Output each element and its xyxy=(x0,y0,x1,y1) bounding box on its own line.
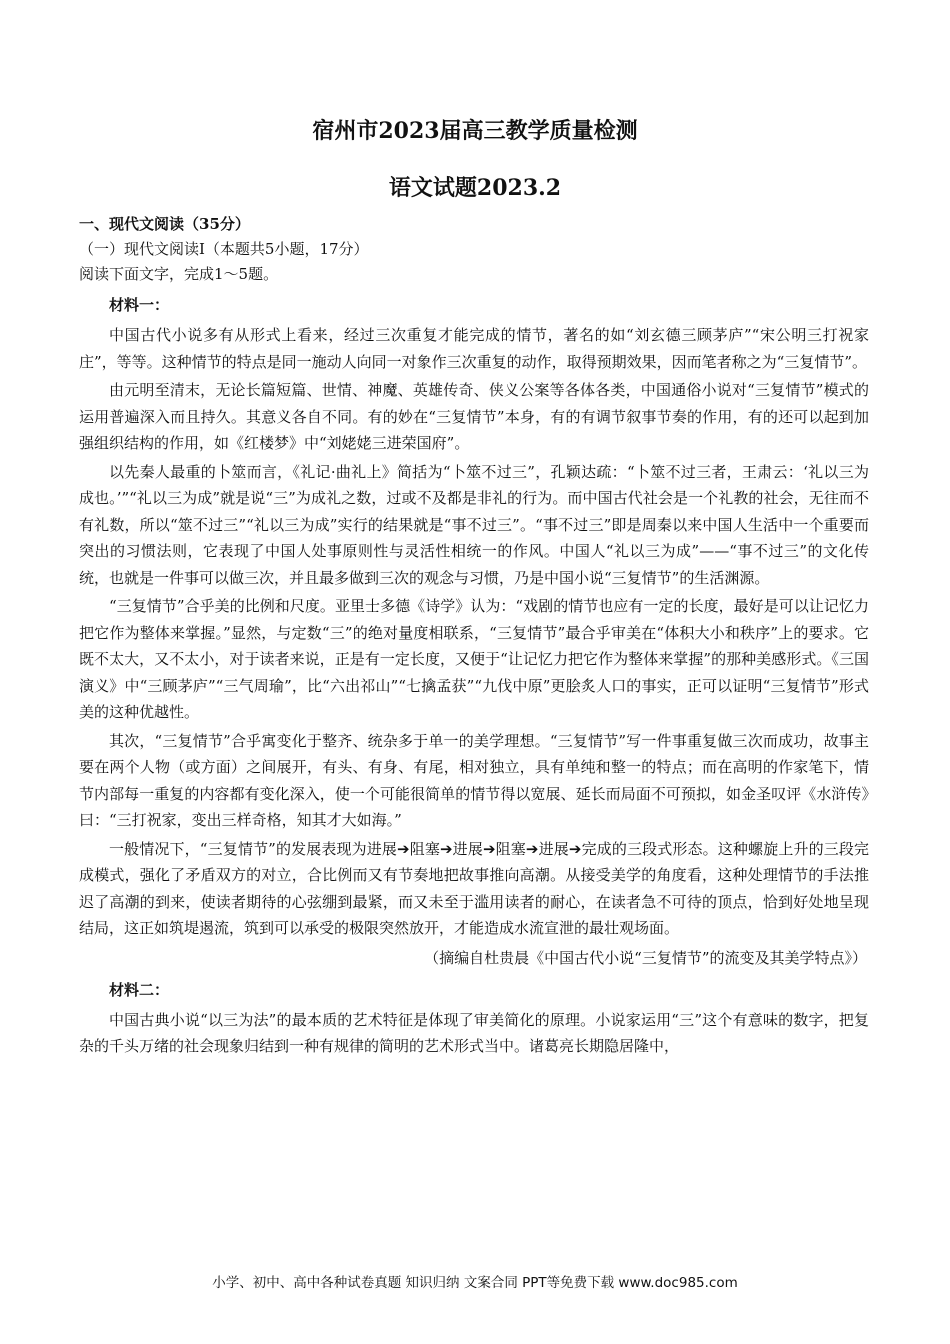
material-one-source: （摘编自杜贵晨《中国古代小说“三复情节”的流变及其美学特点》） xyxy=(424,948,867,967)
document-body xyxy=(79,212,869,1060)
exam-subtitle: 语文试题2023.2 xyxy=(388,175,562,201)
material-one-paragraph: 由元明至清末，无论长篇短篇、世情、神魔、英雄传奇、侠义公案等各体各类，中国通俗小说对“三复情节”模式的运用普遍深入而且持久。其意义各自不同。有的妙在“三复情节”本身，有的有调节叙事节奏的作用，有的还可以起到加强组织结构的作用，如《红楼梦》中“刘姥姥三进荣国府”。 xyxy=(79,381,869,452)
material-one-paragraph: 中国古代小说多有从形式上看来，经过三次重复才能完成的情节，著名的如“刘玄德三顾茅庐”“宋公明三打祝家庄”，等等。这种情节的特点是同一施动人向同一对象作三次重复的动作，取得预期效果，因而笔者称之为“三复情节”。 xyxy=(79,326,869,371)
material-one-paragraph: “三复情节”合乎美的比例和尺度。亚里士多德《诗学》认为：“戏剧的情节也应有一定的长度，最好是可以让记忆力把它作为整体来掌握。”显然，与定数“三”的绝对量度相联系，“三复情节”最合乎审美在“体积大小和秩序”上的要求。它既不太大，又不太小，对于读者来说，正是有一定长度，又便于“让记忆力把它作为整体来掌握”的那种美感形式。《三国演义》中“三顾茅庐”“三气周瑜”，比“六出祁山”“七擒孟获”“九伐中原”更脍炙人口的事实，正可以证明“三复情节”形式美的这种优越性。 xyxy=(79,597,869,721)
material-one-paragraph: 以先秦人最重的卜筮而言，《礼记·曲礼上》简括为“卜筮不过三”，孔颖达疏：“卜筮不过三者，王肃云：‘礼以三为成也。’”“礼以三为成”就是说“三”为成礼之数，过或不及都是非礼的行为。而中国古代社会是一个礼教的社会，无往而不有礼数，所以“筮不过三”“礼以三为成”实行的结果就是“事不过三”。“事不过三”即是周秦以来中国人生活中一个重要而突出的习惯法则，它表现了中国人处事原则性与灵活性相统一的作风。中国人“礼以三为成”——“事不过三”的文化传统，也就是一件事可以做三次，并且最多做到三次的观念与习惯，乃是中国小说“三复情节”的生活渊源。 xyxy=(79,462,869,587)
material-one-label: 材料一： xyxy=(109,296,170,314)
material-two-paragraph: 中国古典小说“以三为法”的最本质的艺术特征是体现了审美简化的原理。小说家运用“三”这个有意味的数字，把复杂的千头万绪的社会现象归结到一种有规律的简明的艺术形式当中。诸葛亮长期隐居隆中， xyxy=(79,1010,869,1055)
reading-instruction: 阅读下面文字，完成1～5题。 xyxy=(79,265,279,283)
material-two-label: 材料二： xyxy=(109,980,170,999)
material-one-paragraph: 一般情况下，“三复情节”的发展表现为进展➔阻塞➔进展➔阻塞➔进展➔完成的三段式形态。这种螺旋上升的三段完成模式，强化了矛盾双方的对立，合比例而又有节奏地把故事推向高潮。从接受美学的角度看，这种处理情节的手法推迟了高潮的到来，使读者期待的心弦绷到最紧，而又未至于滥用读者的耐心，在读者急不可待的顶点，恰到好处地呈现结局，这正如筑堤遏流，筑到可以承受的极限突然放开，才能造成水流宣泄的最壮观场面。 xyxy=(79,839,869,937)
material-one-paragraph: 其次，“三复情节”合乎寓变化于整齐、统杂多于单一的美学理想。“三复情节”写一件事重复做三次而成功，故事主要在两个人物（或方面）之间展开，有头、有身、有尾，相对独立，具有单纯和整一的特点；而在高明的作家笔下，情节内部每一重复的内容都有变化深入，使一个可能很简单的情节得以宽展、延长而局面不可预拟，如金圣叹评《水浒传》曰：“三打祝家，变出三样奇格，知其才大如海。” xyxy=(79,731,869,829)
sub-section-heading: （一）现代文阅读Ⅰ（本题共5小题，17分） xyxy=(79,240,369,258)
section-heading: 一、现代文阅读（35分） xyxy=(79,215,250,233)
exam-title: 宿州市2023届高三教学质量检测 xyxy=(312,118,638,144)
page-footer: 小学、初中、高中各种试卷真题 知识归纳 文案合同 PPT等免费下载 www.doc985.com xyxy=(212,1275,738,1291)
